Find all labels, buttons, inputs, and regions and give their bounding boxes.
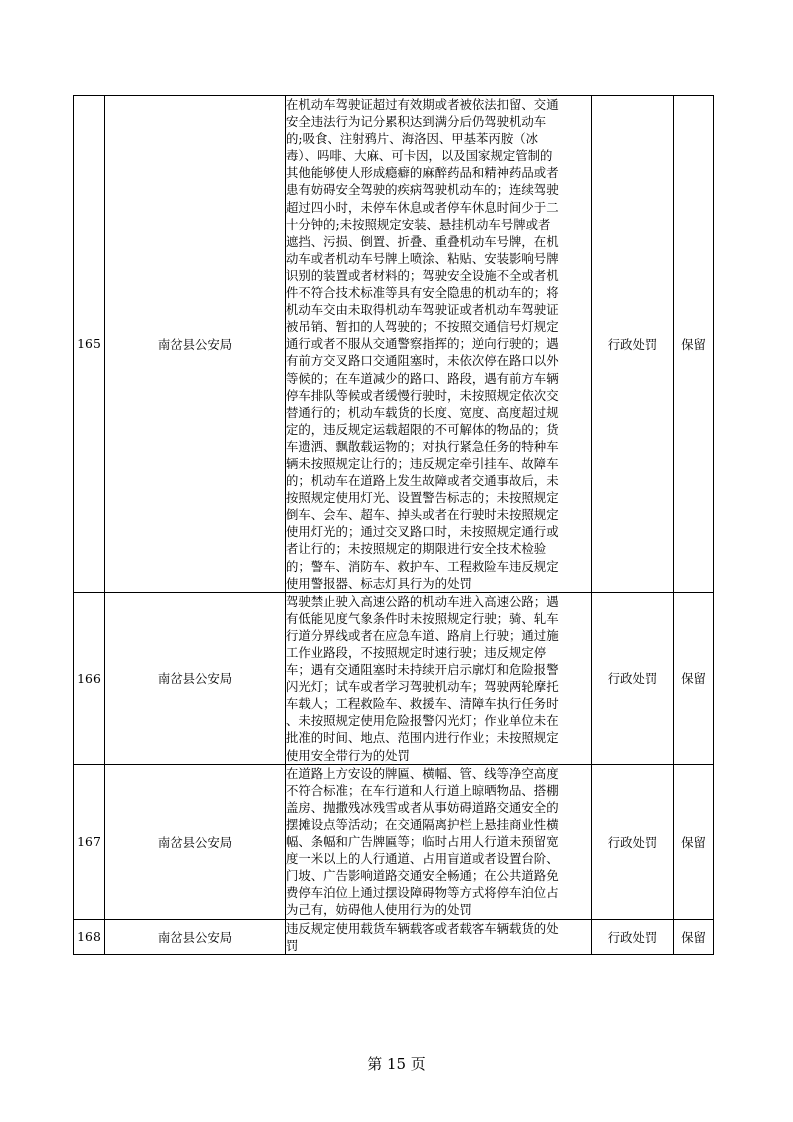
content-line: 倒车、会车、超车、掉头或者在行驶时未按照规定 [286,507,559,523]
content-line: 车；遇有交通阻塞时未持续开启示廓灯和危险报警 [286,662,559,678]
department-cell: 南岔县公安局 [105,96,286,593]
department-cell: 南岔县公安局 [105,592,286,764]
status-cell: 保留 [674,592,714,764]
content-line: 批准的时间、地点、范围内进行作业；未按照规定 [286,730,559,746]
administrative-power-table [73,95,714,955]
content-line: 使用警报器、标志灯具行为的处罚 [286,575,472,591]
content-line: 车遗洒、飘散载运物的；对执行紧急任务的特种车 [286,438,559,454]
content-line: 十分钟的;未按照规定安装、悬挂机动车号牌或者 [286,216,551,232]
content-line: 其他能够使人形成瘾癖的麻醉药品和精神药品或者 [286,165,559,181]
content-line: 在道路上方安设的牌匾、横幅、管、线等净空高度 [286,765,559,781]
content-line: 在机动车驾驶证超过有效期或者被依法扣留、交通 [286,97,559,112]
content-line: 的;吸食、注射鸦片、海洛因、甲基苯丙胺（冰 [286,131,538,147]
table-row [74,919,714,954]
category-cell: 行政处罚 [592,764,674,919]
content-line: 摆摊设点等活动；在交通隔离护栏上悬挂商业性横 [286,816,559,832]
content-line: 被吊销、暂扣的人驾驶的；不按照交通信号灯规定 [286,319,559,335]
content-line: 遮挡、污损、倒置、折叠、重叠机动车号牌，在机 [286,233,559,249]
content-line: 停车排队等候或者缓慢行驶时，未按照规定依次交 [286,387,559,403]
content-line: 机动车交由未取得机动车驾驶证或者机动车驾驶证 [286,302,559,318]
content-line: 罚 [286,937,299,953]
row-number: 165 [74,96,105,593]
content-line: 的；机动车在道路上发生故障或者交通事故后，未 [286,473,559,489]
content-line: 使用灯光的；通过交叉路口时，未按照规定通行或 [286,524,559,540]
content-line: 盖房、抛撒残冰残雪或者从事妨碍道路交通安全的 [286,799,559,815]
content-line: 毒）、吗啡、大麻、可卡因，以及国家规定管制的 [286,148,553,164]
content-line: 使用安全带行为的处罚 [286,747,410,763]
content-line: 违反规定使用载货车辆载客或者载客车辆载货的处 [286,920,559,936]
status-cell: 保留 [674,919,714,954]
department-cell: 南岔县公安局 [105,919,286,954]
department-cell: 南岔县公安局 [105,764,286,919]
content-line: 有前方交叉路口交通阻塞时，未依次停在路口以外 [286,353,559,369]
content-line: 者让行的；未按照规定的期限进行安全技术检验 [286,541,547,557]
item-content-cell [286,592,592,764]
content-line: 、未按照规定使用危险报警闪光灯；作业单位未在 [286,713,559,729]
item-content-cell [286,764,592,919]
category-cell: 行政处罚 [592,919,674,954]
content-line: 识别的装置或者材料的；驾驶安全设施不全或者机 [286,267,559,283]
content-line: 车载人；工程救险车、救援车、清障车执行任务时 [286,696,559,712]
category-cell: 行政处罚 [592,96,674,593]
content-line: 的；警车、消防车、救护车、工程救险车违反规定 [286,558,559,574]
row-number: 167 [74,764,105,919]
content-line: 费停车泊位上通过摆设障碍物等方式将停车泊位占 [286,885,559,901]
item-content-cell [286,919,592,954]
content-line: 动车或者机动车号牌上喷涂、粘贴、安装影响号牌 [286,250,559,266]
content-line: 辆未按照规定让行的；违反规定牵引挂车、故障车 [286,455,559,471]
content-line: 为己有，妨碍他人使用行为的处罚 [286,902,472,918]
table-row [74,96,714,593]
content-line: 件不符合技术标准等具有安全隐患的机动车的；将 [286,285,559,301]
content-line: 定的，违反规定运载超限的不可解体的物品的；货 [286,421,559,437]
content-line: 超过四小时，未停车休息或者停车休息时间少于二 [286,199,559,215]
category-cell: 行政处罚 [592,592,674,764]
content-line: 通行或者不服从交通警察指挥的；逆向行驶的；遇 [286,336,559,352]
content-line: 等候的；在车道减少的路口、路段，遇有前方车辆 [286,370,559,386]
content-line: 替通行的；机动车载货的长度、宽度、高度超过规 [286,404,559,420]
content-line: 安全违法行为记分累积达到满分后仍驾驶机动车 [286,114,547,130]
content-line: 患有妨碍安全驾驶的疾病驾驶机动车的；连续驾驶 [286,182,559,198]
table-row [74,764,714,919]
content-line: 度一米以上的人行通道、占用盲道或者设置台阶、 [286,851,559,867]
row-number: 168 [74,919,105,954]
content-line: 工作业路段，不按照规定时速行驶；违反规定停 [286,645,547,660]
content-line: 不符合标准；在车行道和人行道上晾晒物品、搭棚 [286,782,559,798]
table-row [74,592,714,764]
content-line: 闪光灯；试车或者学习驾驶机动车；驾驶两轮摩托 [286,679,559,695]
content-line: 有低能见度气象条件时未按照规定行驶；骑、轧车 [286,610,559,626]
content-line: 行道分界线或者在应急车道、路肩上行驶；通过施 [286,627,559,643]
item-content-cell [286,96,592,593]
content-line: 幅、条幅和广告牌匾等；临时占用人行道未预留宽 [286,834,559,850]
content-line: 驾驶禁止驶入高速公路的机动车进入高速公路；遇 [286,593,559,609]
content-line: 按照规定使用灯光、设置警告标志的；未按照规定 [286,490,559,506]
content-line: 门坡、广告影响道路交通安全畅通；在公共道路免 [286,868,559,884]
page-number: 第 15 页 [367,1055,426,1073]
row-number: 166 [74,592,105,764]
status-cell: 保留 [674,96,714,593]
table-body [74,96,714,955]
status-cell: 保留 [674,764,714,919]
